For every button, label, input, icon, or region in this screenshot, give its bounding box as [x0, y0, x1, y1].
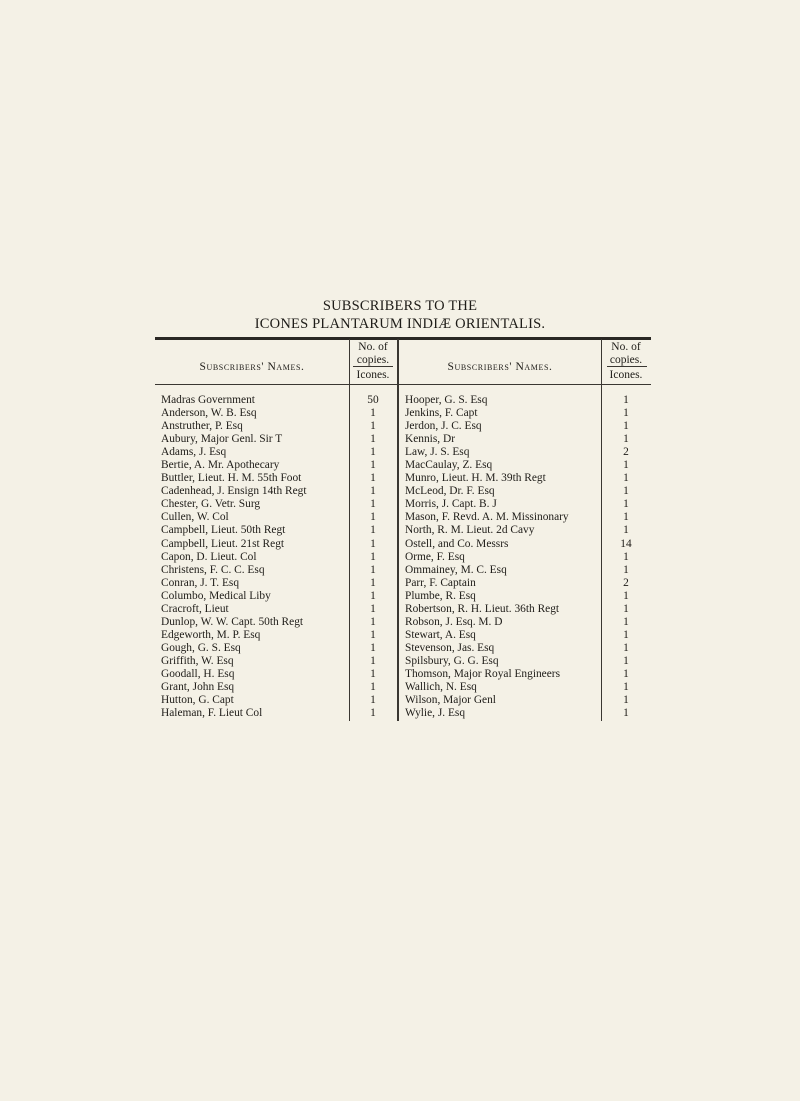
subscriber-row	[155, 681, 397, 694]
copies-count: 1	[623, 707, 629, 720]
copies-count: 1	[623, 498, 629, 511]
icones-header-right: Icones.	[609, 369, 643, 381]
subscriber-name: Christens, F. C. C. Esq	[161, 563, 265, 576]
subscriber-name: Madras Government	[161, 394, 255, 406]
subscriber-name: Ostell, and Co. Messrs	[405, 537, 509, 550]
subscriber-row	[155, 524, 397, 537]
copies-count: 1	[370, 433, 376, 446]
copies-count: 1	[370, 498, 376, 511]
copies-count: 1	[623, 641, 629, 654]
copies-count: 1	[370, 485, 376, 498]
subscriber-name: Aubury, Major Genl. Sir T	[161, 433, 283, 446]
subscriber-row	[399, 629, 651, 642]
subscriber-name: Stevenson, Jas. Esq	[405, 641, 495, 654]
subscriber-row	[399, 642, 651, 655]
copies-count: 1	[623, 694, 629, 707]
copies-count: 1	[623, 589, 629, 602]
copies-count: 1	[370, 694, 376, 707]
copies-count: 1	[623, 550, 629, 563]
subscriber-name: MacCaulay, Z. Esq	[405, 459, 493, 472]
subscriber-row	[399, 668, 651, 681]
subscriber-name: Adams, J. Esq	[161, 446, 227, 459]
subscriber-row	[155, 459, 397, 472]
subscriber-name: Campbell, Lieut. 50th Regt	[161, 524, 286, 537]
copies-header-line1: No. of	[358, 341, 388, 353]
copies-header-left	[349, 341, 397, 367]
copies-count: 1	[370, 472, 376, 485]
copies-count: 1	[623, 681, 629, 694]
page-subtitle: ICONES PLANTARUM INDIÆ ORIENTALIS.	[254, 316, 546, 332]
subscriber-name: Griffith, W. Esq	[161, 654, 234, 667]
subscriber-name: Buttler, Lieut. H. M. 55th Foot	[161, 472, 302, 485]
left-subscriber-list	[155, 394, 397, 720]
subscriber-row	[155, 472, 397, 485]
subscriber-row	[155, 446, 397, 459]
subscriber-row	[399, 459, 651, 472]
subscriber-row	[155, 498, 397, 511]
table-top-rule	[155, 337, 651, 340]
copies-count: 1	[370, 420, 376, 433]
copies-header-line2: copies.	[609, 354, 643, 366]
copies-count: 1	[370, 589, 376, 602]
copies-count: 1	[623, 628, 629, 641]
subscriber-name: Anderson, W. B. Esq	[161, 407, 257, 420]
subscriber-row	[155, 642, 397, 655]
copies-count: 50	[367, 394, 379, 406]
subscriber-row	[399, 655, 651, 668]
copies-count: 14	[620, 537, 632, 550]
subscriber-name: Stewart, A. Esq	[405, 628, 476, 641]
subscriber-row	[155, 420, 397, 433]
subscriber-name: Kennis, Dr	[405, 433, 455, 446]
copies-count: 1	[623, 524, 629, 537]
copies-count: 1	[623, 459, 629, 472]
subscriber-name: McLeod, Dr. F. Esq	[405, 485, 495, 498]
subscriber-row	[399, 511, 651, 524]
copies-count: 1	[370, 681, 376, 694]
copies-count: 1	[623, 407, 629, 420]
subscriber-name: Munro, Lieut. H. M. 39th Regt	[405, 472, 546, 485]
right-subscriber-list	[399, 394, 651, 720]
copies-count: 1	[623, 420, 629, 433]
page-title: SUBSCRIBERS TO THE	[322, 298, 478, 314]
copies-count: 1	[623, 563, 629, 576]
subscriber-row	[399, 551, 651, 564]
subscriber-name: Cracroft, Lieut	[161, 602, 229, 615]
subscriber-name: Cullen, W. Col	[161, 511, 229, 524]
subscriber-name: Gough, G. S. Esq	[161, 641, 241, 654]
header-rule	[155, 384, 651, 385]
subscriber-name: North, R. M. Lieut. 2d Cavy	[405, 524, 535, 537]
copies-count: 1	[370, 602, 376, 615]
subscriber-name: Columbo, Medical Liby	[161, 589, 271, 602]
subscriber-name: Dunlop, W. W. Capt. 50th Regt	[161, 615, 304, 628]
subscriber-name: Cadenhead, J. Ensign 14th Regt	[161, 485, 307, 498]
subscriber-row	[155, 616, 397, 629]
copies-header-right	[601, 341, 651, 367]
subscriber-row	[399, 433, 651, 446]
subscriber-name: Campbell, Lieut. 21st Regt	[161, 537, 285, 550]
subscriber-name: Plumbe, R. Esq	[405, 589, 476, 602]
copies-count: 1	[370, 654, 376, 667]
copies-header-line2: copies.	[356, 354, 390, 366]
copies-count: 2	[623, 446, 629, 459]
subscriber-row	[155, 407, 397, 420]
subscriber-row	[399, 485, 651, 498]
subscriber-name: Wilson, Major Genl	[405, 694, 496, 707]
subscriber-row	[399, 420, 651, 433]
copies-count: 1	[370, 707, 376, 720]
copies-count: 1	[370, 524, 376, 537]
copies-count: 1	[370, 511, 376, 524]
icones-header-left: Icones.	[356, 369, 390, 381]
subscriber-row	[399, 590, 651, 603]
subscriber-name: Law, J. S. Esq	[405, 446, 470, 459]
subscriber-name: Grant, John Esq	[161, 681, 235, 694]
copies-count: 1	[623, 472, 629, 485]
subscriber-row	[399, 472, 651, 485]
subscriber-name: Jerdon, J. C. Esq	[405, 420, 482, 433]
subscriber-row	[399, 394, 651, 407]
subscriber-row	[399, 577, 651, 590]
subscriber-name: Thomson, Major Royal Engineers	[405, 667, 561, 680]
subscriber-name: Haleman, F. Lieut Col	[161, 707, 263, 720]
subscriber-name: Chester, G. Vetr. Surg	[161, 498, 261, 511]
subscriber-row	[399, 616, 651, 629]
subscriber-row	[155, 538, 397, 551]
subscriber-name: Goodall, H. Esq	[161, 667, 235, 680]
copies-count: 1	[370, 550, 376, 563]
subscriber-name: Wylie, J. Esq	[405, 707, 466, 720]
copies-count: 1	[370, 641, 376, 654]
subscriber-row	[399, 407, 651, 420]
copies-count: 1	[370, 667, 376, 680]
subscriber-row	[399, 524, 651, 537]
copies-count: 1	[370, 576, 376, 589]
subscriber-name: Capon, D. Lieut. Col	[161, 550, 257, 563]
copies-count: 1	[370, 628, 376, 641]
subscriber-row	[399, 681, 651, 694]
subscriber-row	[155, 511, 397, 524]
subscriber-row	[399, 564, 651, 577]
copies-count: 1	[623, 433, 629, 446]
names-header-left: Subscribers' Names.	[199, 361, 305, 373]
subscriber-name: Orme, F. Esq	[405, 550, 465, 563]
subscriber-name: Ommainey, M. C. Esq	[405, 563, 507, 576]
subscriber-row	[399, 498, 651, 511]
subscriber-row	[155, 668, 397, 681]
subscriber-name: Anstruther, P. Esq	[161, 420, 243, 433]
names-header-right: Subscribers' Names.	[447, 361, 553, 373]
subscriber-name: Hutton, G. Capt	[161, 694, 234, 707]
subscriber-row	[155, 551, 397, 564]
subscriber-row	[399, 446, 651, 459]
subscriber-row	[155, 433, 397, 446]
subscriber-name: Wallich, N. Esq	[405, 681, 477, 694]
copies-count: 1	[370, 615, 376, 628]
subscriber-name: Jenkins, F. Capt	[405, 407, 478, 420]
subscriber-name: Hooper, G. S. Esq	[405, 394, 488, 406]
subscriber-row	[155, 485, 397, 498]
subscriber-name: Parr, F. Captain	[405, 576, 476, 589]
copies-count: 1	[370, 459, 376, 472]
subscriber-row	[155, 394, 397, 407]
copies-count: 1	[623, 511, 629, 524]
subscriber-name: Robson, J. Esq. M. D	[405, 615, 503, 628]
subscriber-name: Conran, J. T. Esq	[161, 576, 240, 589]
copies-header-line1: No. of	[611, 341, 641, 353]
subscriber-row	[399, 538, 651, 551]
copies-count: 1	[370, 537, 376, 550]
copies-count: 1	[623, 485, 629, 498]
subscriber-row	[155, 603, 397, 616]
copies-count: 1	[623, 667, 629, 680]
copies-count: 1	[623, 602, 629, 615]
copies-count: 2	[623, 576, 629, 589]
subscriber-row	[155, 655, 397, 668]
subscriber-row	[155, 577, 397, 590]
subscriber-name: Edgeworth, M. P. Esq	[161, 628, 261, 641]
subscriber-row	[155, 629, 397, 642]
copies-count: 1	[370, 563, 376, 576]
subscriber-name: Mason, F. Revd. A. M. Missinonary	[405, 511, 569, 524]
copies-count: 1	[623, 654, 629, 667]
subscriber-row	[155, 590, 397, 603]
subscriber-row	[155, 694, 397, 707]
copies-count: 1	[370, 407, 376, 420]
copies-count: 1	[623, 394, 629, 406]
subscriber-name: Spilsbury, G. G. Esq	[405, 654, 499, 667]
subscriber-row	[399, 603, 651, 616]
subscriber-row	[155, 564, 397, 577]
subscriber-name: Robertson, R. H. Lieut. 36th Regt	[405, 602, 560, 615]
subscriber-row	[399, 707, 651, 720]
subscriber-row	[399, 694, 651, 707]
subscriber-row	[155, 707, 397, 720]
subscriber-name: Morris, J. Capt. B. J	[405, 498, 497, 511]
copies-count: 1	[623, 615, 629, 628]
subscriber-name: Bertie, A. Mr. Apothecary	[161, 459, 280, 472]
copies-count: 1	[370, 446, 376, 459]
subscribers-table	[155, 337, 651, 721]
